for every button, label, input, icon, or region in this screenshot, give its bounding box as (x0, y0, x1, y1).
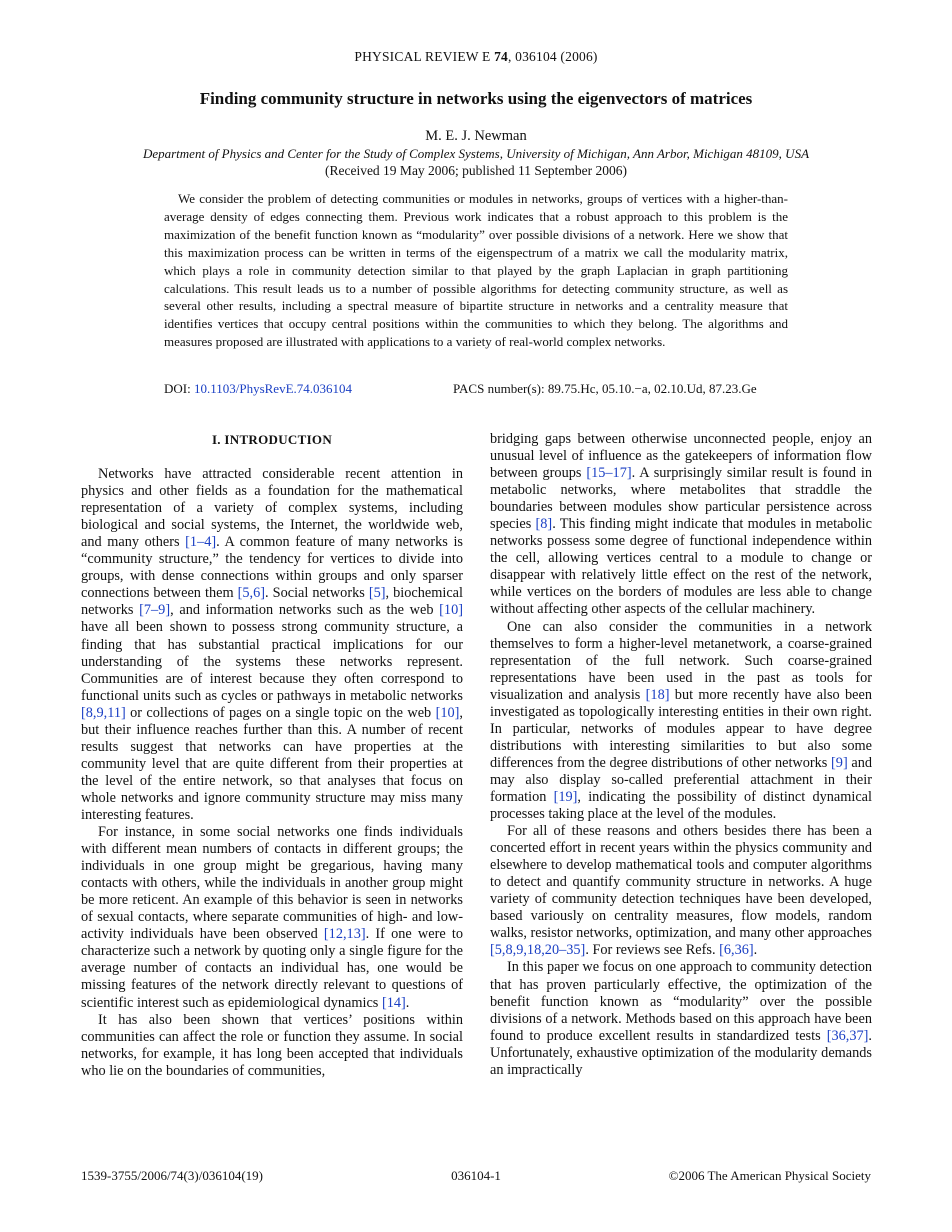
column-right (490, 431, 872, 1079)
abstract: We consider the problem of detecting communities or modules in networks, groups of vertices with a higher-than-average density of edges connecting them. Previous work indicates that a robust approach to this problem is the maximization of the benefit function known as “modularity” over possible divisions of a network. Here we show that this maximization process can be written in terms of the eigenspectrum of a matrix we call the modularity matrix, which plays a role in community detection similar to that played by the graph Laplacian in graph partitioning calculations. This result leads us to a number of possible algorithms for detecting community structure, as well as several other results, including a spectral measure of bipartite structure in networks and a centrality measure that identifies vertices that occupy central positions within the communities to which they belong. The algorithms and measures proposed are illustrated with applications to a variety of real-world complex networks. (164, 191, 788, 350)
affiliation: Department of Physics and Center for the Study of Complex Systems, University of Michigan, Ann Arbor, Michigan 48109, USA (142, 146, 810, 161)
citation-link[interactable]: [9] (831, 754, 848, 771)
citation-link[interactable]: [36,37] (826, 1027, 869, 1044)
citation-link[interactable]: [5,6] (237, 585, 266, 602)
paragraph: It has also been shown that vertices’ positions within communities can affect the role or function they assume. In social networks, for example, it has long been accepted that individuals who lie on the boundaries of communities, (81, 1011, 463, 1079)
citation-link[interactable]: [10] (435, 704, 460, 721)
paragraph: bridging gaps between otherwise unconnected people, enjoy an unusual level of influence as the gatekeepers of information flow between groups [15–17]. A surprisingly similar result is found in metabolic networks, where metabolites that straddle the boundaries between modules show particular persistence across species [8]. This finding might indicate that modules in metabolic networks possess some degree of functional independence within the cell, allowing vertices central to a module to change or disappear with relatively little effect on the rest of the network, while vertices on the borders of modules are less able to change without affecting other aspects of the cellular machinery. (490, 431, 872, 618)
citation-link[interactable]: [5] (368, 585, 386, 602)
column-left (81, 431, 463, 1080)
paragraph: One can also consider the communities in a network themselves to form a higher-level metanetwork, a coarse-grained representation of the full network. Such coarse-grained representations have been used in the past as tools for visualization and analysis [18] but more recently have also been investigated as topologically interesting entities in their own right. In particular, networks of modules appear to have degree distributions with interesting similarities to but also some differences from the degree distributions of other networks [9] and may also display so-called preferential attachment in their formation [19], indicating the possibility of distinct dynamical processes taking place at the level of the modules. (490, 618, 873, 823)
page-number: 036104-1 (451, 1168, 501, 1183)
paragraph: For instance, in some social networks one finds individuals with different mean numbers of contacts in different groups; the individuals in one group might be gregarious, having many contacts with others, while the individuals in another group might be more reticent. An example of this behavior is seen in networks of sexual contacts, where separate communities of high- and low-activity individuals have been observed [12,13]. If one were to characterize such a network by quoting only a single figure for the average number of contacts an individual has, one would be missing features of the network directly relevant to questions of scientific interest such as epidemiological dynamics [14]. (81, 824, 463, 1011)
citation-link[interactable]: [7–9] (139, 602, 171, 619)
doi-line (164, 381, 352, 397)
journal-header (0, 49, 952, 65)
doi-link[interactable]: 10.1103/PhysRevE.74.036104 (193, 381, 353, 396)
section-heading: I. INTRODUCTION (211, 432, 333, 447)
journal-volume: 74 (494, 49, 508, 64)
citation-link[interactable]: [6,36] (719, 942, 754, 959)
paragraph: For all of these reasons and others besides there has been a concerted effort in recent years within the physics community and elsewhere to develop mathematical tools and computer algorithms to detect and quantify community structure in networks. A huge variety of community detection techniques have been developed, based variously on centrality measures, flow models, random walks, resistor networks, optimization, and many other approaches [5,8,9,18,20–35]. For reviews see Refs. [6,36]. (490, 823, 872, 959)
copyright: ©2006 The American Physical Society (668, 1168, 871, 1183)
author: M. E. J. Newman (425, 128, 527, 144)
paper-title: Finding community structure in networks using the eigenvectors of matrices (199, 89, 753, 108)
paragraph: In this paper we focus on one approach to community detection that has proven particularly effective, the optimization of the benefit function known as “modularity” over the possible divisions of a network. Methods based on this approach have been found to produce excellent results in standardized tests [36,37]. Unfortunately, exhaustive optimization of the modularity demands an impractically (490, 959, 872, 1078)
citation-link[interactable]: [12,13] (323, 926, 366, 943)
citation-link[interactable]: [8,9,11] (81, 704, 126, 721)
article-info: , 036104 (2006) (508, 49, 598, 64)
citation-link[interactable]: [10] (439, 602, 463, 619)
citation-link[interactable]: [14] (381, 994, 406, 1011)
paragraph: Networks have attracted considerable recent attention in physics and other fields as a foundation for the mathematical representation of a variety of complex systems, including biological and social systems, the Internet, the worldwide web, and many others [1–4]. A common feature of many networks is “community structure,” the tendency for vertices to divide into groups, with dense connections within groups and only sparser connections between them [5,6]. Social networks [5], biochemical networks [7–9], and information networks such as the web [10] have all been shown to possess strong community structure, a finding that has substantial practical implications for our understanding of the systems these networks represent. Communities are of interest because they often correspond to functional units such as cycles or pathways in metabolic networks [8,9,11] or collections of pages on a single topic on the web [10], but their influence reaches further than this. A number of recent results suggest that networks can have properties at the community level that are quite different from their properties at the level of the entire network, so that analyses that focus on whole networks and ignore community structure may miss many interesting features. (81, 466, 463, 823)
footer-issn: 1539-3755/2006/74(3)/036104(19) (81, 1168, 263, 1183)
citation-link[interactable]: [15–17] (586, 465, 632, 482)
received-dates: (Received 19 May 2006; published 11 September 2006) (324, 163, 628, 178)
citation-link[interactable]: [1–4] (185, 534, 217, 551)
pacs-numbers: PACS number(s): 89.75.Hc, 05.10.−a, 02.10.Ud, 87.23.Ge (453, 381, 757, 396)
journal-name: PHYSICAL REVIEW E (354, 49, 491, 64)
citation-link[interactable]: [19] (553, 788, 578, 805)
citation-link[interactable]: [5,8,9,18,20–35] (490, 942, 586, 959)
citation-link[interactable]: [18] (645, 686, 670, 703)
citation-link[interactable]: [8] (535, 516, 553, 533)
doi-label: DOI: (164, 381, 191, 396)
